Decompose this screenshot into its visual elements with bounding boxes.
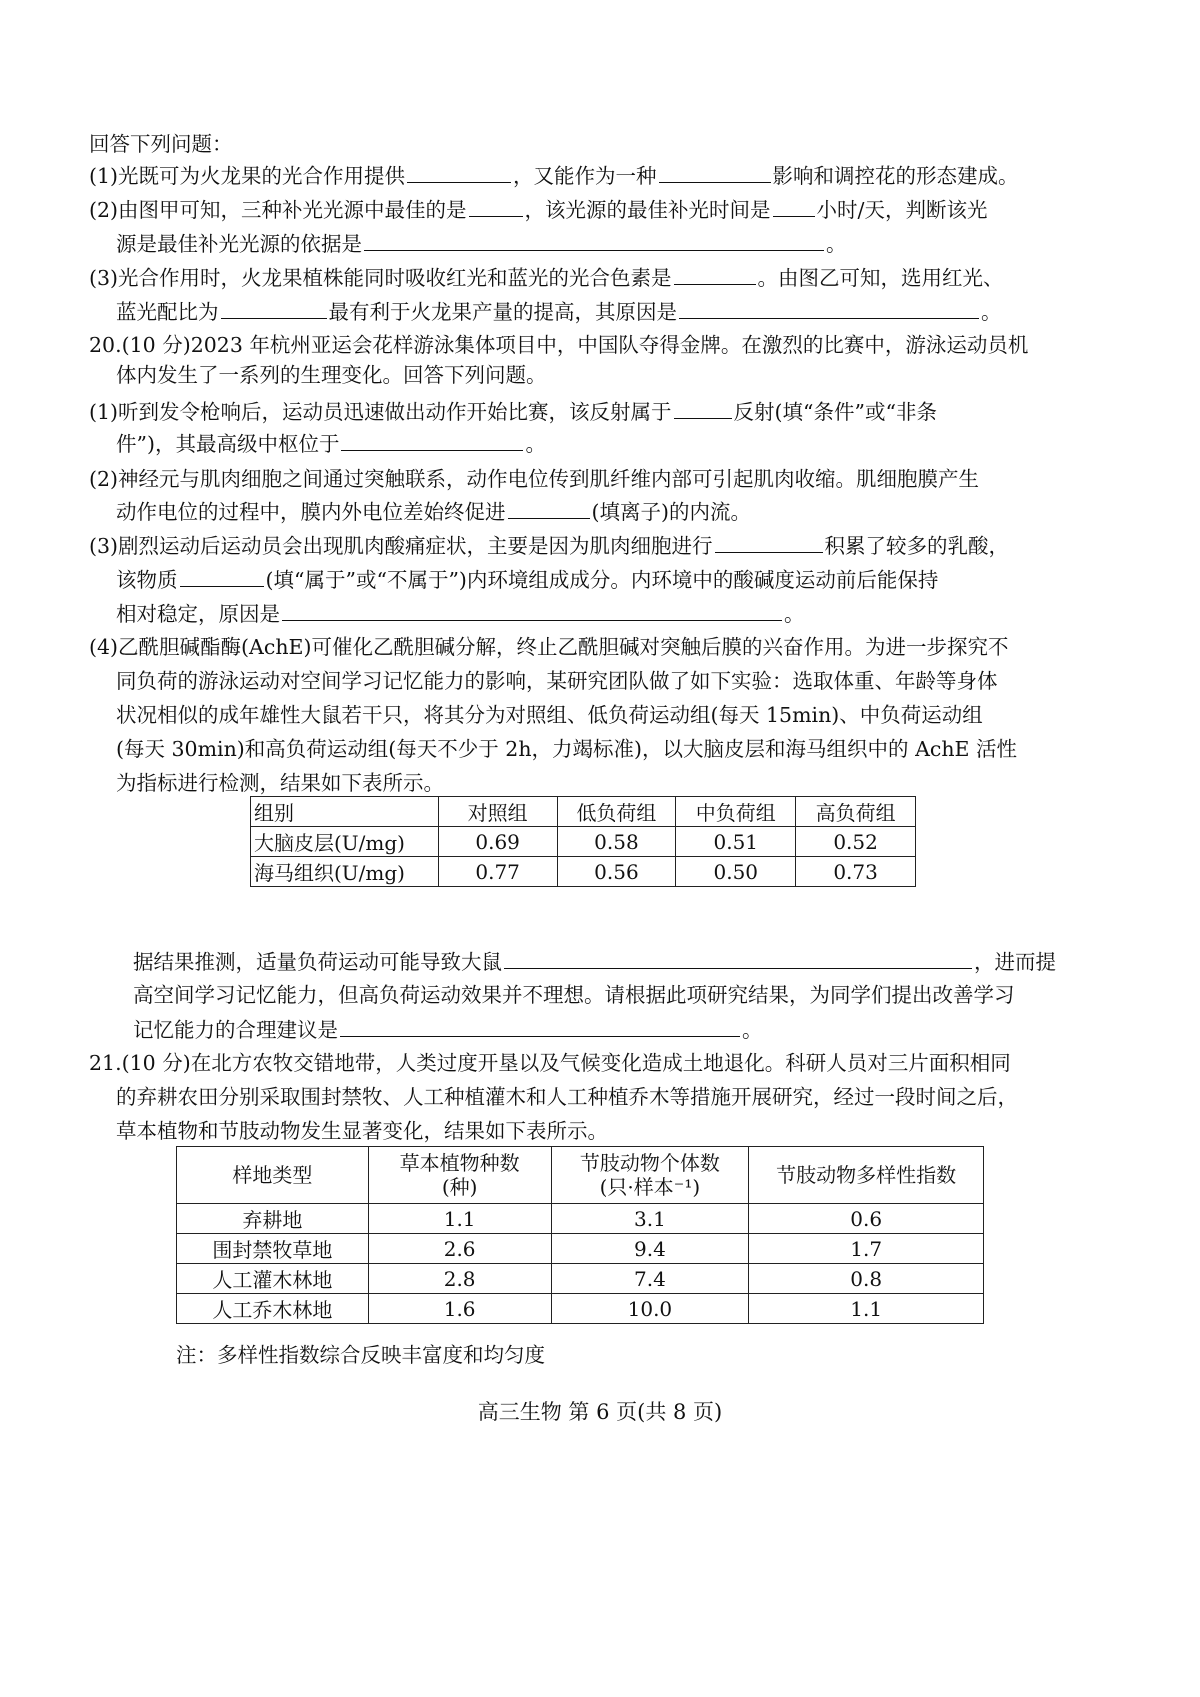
q21-stem-text: 21.(10 分)在北方农牧交错地带，人类过度开垦以及气候变化造成土地退化。科研人员对三片面积相同 <box>89 1051 1011 1075</box>
q20-part4-line5 <box>0 768 1200 798</box>
q21-stem-line1 <box>0 1048 1200 1078</box>
q21-stem-line2 <box>0 1082 1200 1112</box>
table-cell: 1.1 <box>368 1204 551 1234</box>
table-header-cell: 对照组 <box>438 797 557 827</box>
table-header-cell <box>551 1147 749 1204</box>
plot-survey-table <box>176 1146 984 1324</box>
q20-part4-after-line3 <box>0 1014 1200 1045</box>
intro-text: 回答下列问题： <box>89 132 233 156</box>
ache-activity-table <box>250 796 916 887</box>
q20-p4-text: 记忆能力的合理建议是 <box>133 1018 338 1042</box>
q20-part3-line1 <box>0 530 1200 561</box>
q19-p3-text-c: 蓝光配比为 <box>116 300 219 324</box>
table-cell: 0.50 <box>676 857 796 887</box>
answer-blank[interactable] <box>180 564 264 587</box>
answer-blank[interactable] <box>221 296 327 319</box>
q19-part3-line2 <box>0 296 1200 327</box>
table-cell: 1.6 <box>368 1294 551 1324</box>
page-footer: 高三生物 第 6 页(共 8 页) <box>477 1400 723 1424</box>
q19-p2-text-a: (2)由图甲可知，三种补光光源中最佳的是 <box>89 198 467 222</box>
table-header-cell: 节肢动物多样性指数 <box>749 1147 984 1204</box>
table-cell: 9.4 <box>551 1234 749 1264</box>
q20-p4-text: 为指标进行检测，结果如下表所示。 <box>116 771 444 795</box>
answer-blank[interactable] <box>773 194 815 217</box>
q20-p4-text: 状况相似的成年雄性大鼠若干只，将其分为对照组、低负荷运动组(每天 15min)、中负荷运动组 <box>116 703 983 727</box>
q20-part3-line2 <box>0 564 1200 595</box>
header-unit: (只·样本⁻¹) <box>599 1175 701 1199</box>
q19-p1-text-c: 影响和调控花的形态建成。 <box>772 164 1019 188</box>
q20-p2-text-c: (填离子)的内流。 <box>591 500 751 524</box>
q20-p3-text-f: 。 <box>784 602 805 626</box>
q20-part4-line2 <box>0 666 1200 696</box>
table-row <box>177 1234 984 1264</box>
answer-blank[interactable] <box>364 228 824 251</box>
answer-blank[interactable] <box>504 946 972 969</box>
q20-p3-text-d: (填“属于”或“不属于”)内环境组成成分。内环境中的酸碱度运动前后能保持 <box>265 568 939 592</box>
answer-blank[interactable] <box>407 160 511 183</box>
table-header-cell: 组别 <box>251 797 439 827</box>
table-cell: 0.77 <box>438 857 557 887</box>
answer-blank[interactable] <box>674 262 756 285</box>
q20-p4-text: 同负荷的游泳运动对空间学习记忆能力的影响，某研究团队做了如下实验：选取体重、年龄等身体 <box>116 669 998 693</box>
q19-p3-text-e: 。 <box>981 300 1002 324</box>
table-cell: 人工乔木林地 <box>177 1294 369 1324</box>
table-cell: 1.7 <box>749 1234 984 1264</box>
table-row <box>251 857 916 887</box>
table-cell: 0.73 <box>796 857 916 887</box>
q20-p1-text-c: 件”)，其最高级中枢位于 <box>116 432 340 456</box>
answer-blank[interactable] <box>674 396 732 419</box>
table-header-cell: 中负荷组 <box>676 797 796 827</box>
q19-p2-text-d: 源是最佳补光光源的依据是 <box>116 232 362 256</box>
q20-part4-after-line1 <box>0 946 1200 977</box>
answer-blank[interactable] <box>508 496 590 519</box>
q19-part1 <box>0 160 1200 191</box>
note-text: 注：多样性指数综合反映丰富度和均匀度 <box>176 1343 545 1367</box>
header-text: 草本植物种数 <box>399 1151 520 1175</box>
q20-p3-text-c: 该物质 <box>116 568 178 592</box>
q21-stem-text: 草本植物和节肢动物发生显著变化，结果如下表所示。 <box>116 1119 608 1143</box>
q19-p2-text-e: 。 <box>826 232 847 256</box>
intro-line <box>0 129 1200 159</box>
q20-stem-text: 体内发生了一系列的生理变化。回答下列问题。 <box>116 363 547 387</box>
q20-p4-text: (4)乙酰胆碱酯酶(AchE)可催化乙酰胆碱分解，终止乙酰胆碱对突触后膜的兴奋作用。为进一步探究不 <box>89 635 1009 659</box>
table-cell: 7.4 <box>551 1264 749 1294</box>
q19-p1-text-a: (1)光既可为火龙果的光合作用提供 <box>89 164 406 188</box>
table-cell: 0.6 <box>749 1204 984 1234</box>
q20-part1-line1 <box>0 396 1200 427</box>
q21-stem-text: 的弃耕农田分别采取围封禁牧、人工种植灌木和人工种植乔木等措施开展研究，经过一段时间之后， <box>116 1085 1018 1109</box>
table-row <box>177 1204 984 1234</box>
q20-p4-text: 据结果推测，适量负荷运动可能导致大鼠 <box>133 950 502 974</box>
q19-p2-text-b: ，该光源的最佳补光时间是 <box>524 198 771 222</box>
q20-p2-text-b: 动作电位的过程中，膜内外电位差始终促进 <box>116 500 506 524</box>
header-text: 节肢动物个体数 <box>579 1151 720 1175</box>
q19-p3-text-d: 最有利于火龙果产量的提高，其原因是 <box>328 300 677 324</box>
q20-p4-text: (每天 30min)和高负荷运动组(每天不少于 2h，力竭标准)，以大脑皮层和海马组织中的 AchE 活性 <box>116 737 1018 761</box>
answer-blank[interactable] <box>469 194 523 217</box>
q19-p2-text-c: 小时/天，判断该光 <box>816 198 988 222</box>
table-row <box>251 827 916 857</box>
q20-part2-line2 <box>0 496 1200 527</box>
q19-part3-line1 <box>0 262 1200 293</box>
answer-blank[interactable] <box>679 296 979 319</box>
q21-stem-line3 <box>0 1116 1200 1146</box>
q21-note <box>0 1340 1200 1370</box>
q20-p4-text: 。 <box>742 1018 763 1042</box>
q20-part4-line1 <box>0 632 1200 662</box>
table-cell: 0.56 <box>557 857 676 887</box>
table-cell: 0.69 <box>438 827 557 857</box>
table-header-row <box>177 1147 984 1204</box>
table-cell: 0.51 <box>676 827 796 857</box>
q19-part2-line2 <box>0 228 1200 259</box>
q20-part4-after-line2 <box>0 980 1200 1010</box>
q20-p4-text: ，进而提 <box>974 950 1056 974</box>
q20-stem-text: 20.(10 分)2023 年杭州亚运会花样游泳集体项目中，中国队夺得金牌。在激烈的比赛中，游泳运动员机 <box>89 333 1029 357</box>
table-cell: 0.58 <box>557 827 676 857</box>
table-cell: 3.1 <box>551 1204 749 1234</box>
answer-blank[interactable] <box>282 598 782 621</box>
q20-p1-text-a: (1)听到发令枪响后，运动员迅速做出动作开始比赛，该反射属于 <box>89 400 672 424</box>
table-row <box>177 1294 984 1324</box>
q20-p3-text-b: 积累了较多的乳酸， <box>824 534 1010 558</box>
q20-p3-text-a: (3)剧烈运动后运动员会出现肌肉酸痛症状，主要是因为肌肉细胞进行 <box>89 534 713 558</box>
answer-blank[interactable] <box>715 530 823 553</box>
q20-p1-text-d: 。 <box>525 432 546 456</box>
q19-p1-text-b: ，又能作为一种 <box>513 164 657 188</box>
answer-blank[interactable] <box>659 160 771 183</box>
q20-part4-line4 <box>0 734 1200 764</box>
table-cell: 10.0 <box>551 1294 749 1324</box>
q20-stem-line2 <box>0 360 1200 390</box>
q19-p3-text-a: (3)光合作用时，火龙果植株能同时吸收红光和蓝光的光合色素是 <box>89 266 672 290</box>
table-cell: 0.52 <box>796 827 916 857</box>
table-row-label: 海马组织(U/mg) <box>251 857 439 887</box>
q20-p2-text-a: (2)神经元与肌肉细胞之间通过突触联系，动作电位传到肌纤维内部可引起肌肉收缩。肌细胞膜产生 <box>89 467 980 491</box>
table-header-cell <box>368 1147 551 1204</box>
q20-part2-line1 <box>0 464 1200 494</box>
table-cell: 0.8 <box>749 1264 984 1294</box>
q20-p1-text-b: 反射(填“条件”或“非条 <box>733 400 937 424</box>
table-cell: 围封禁牧草地 <box>177 1234 369 1264</box>
table-cell: 2.8 <box>368 1264 551 1294</box>
q20-part3-line3 <box>0 598 1200 629</box>
table-cell: 弃耕地 <box>177 1204 369 1234</box>
q20-p3-text-e: 相对稳定，原因是 <box>116 602 280 626</box>
answer-blank[interactable] <box>340 1014 740 1037</box>
answer-blank[interactable] <box>341 428 523 451</box>
table-header-cell: 低负荷组 <box>557 797 676 827</box>
q20-part1-line2 <box>0 428 1200 459</box>
q19-p3-text-b: 。由图乙可知，选用红光、 <box>757 266 1004 290</box>
table-row <box>177 1264 984 1294</box>
q20-p4-text: 高空间学习记忆能力，但高负荷运动效果并不理想。请根据此项研究结果，为同学们提出改善学习 <box>133 983 1015 1007</box>
table-header-cell: 高负荷组 <box>796 797 916 827</box>
q20-stem-line1 <box>0 330 1200 360</box>
table-header-row <box>251 797 916 827</box>
table-header-cell: 样地类型 <box>177 1147 369 1204</box>
table-cell: 2.6 <box>368 1234 551 1264</box>
q20-part4-line3 <box>0 700 1200 730</box>
table-cell: 1.1 <box>749 1294 984 1324</box>
table-row-label: 大脑皮层(U/mg) <box>251 827 439 857</box>
q19-part2-line1 <box>0 194 1200 225</box>
table-cell: 人工灌木林地 <box>177 1264 369 1294</box>
header-unit: (种) <box>441 1175 478 1199</box>
